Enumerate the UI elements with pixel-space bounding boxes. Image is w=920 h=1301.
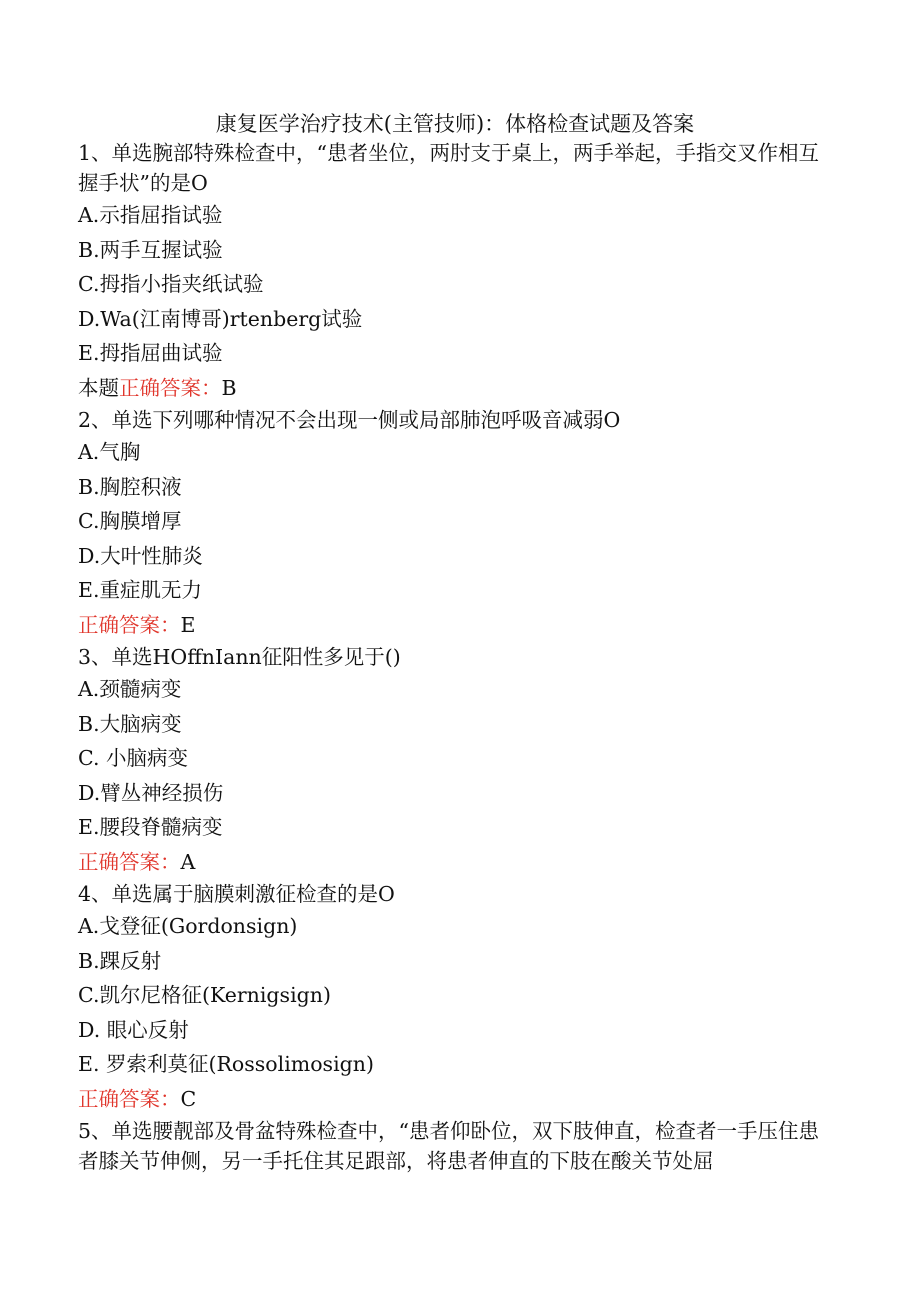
answer-label: 正确答案： [78,1086,181,1111]
document-title: 康复医学治疗技术(主管技师)：体格检查试题及答案 [215,112,695,136]
option-e: E.拇指屈曲试验 [78,341,223,365]
option-c: C. 小脑病变 [78,746,188,770]
question-stem: 4、单选属于脑膜刺激征检查的是O [78,882,395,906]
question-stem: 2、单选下列哪种情况不会出现一侧或局部肺泡呼吸音减弱O [78,408,621,432]
option-c: C.拇指小指夹纸试验 [78,272,264,296]
answer-value: B [221,375,237,400]
answer-label: 正确答案： [119,375,222,400]
option-d: D.大叶性肺炎 [78,543,203,568]
answer-line [78,371,838,406]
option-a: A.示指屈指试验 [78,203,223,227]
option-e: E. 罗索利莫征(Rossolimosign) [78,1052,374,1076]
question-2 [78,405,838,642]
option-b: B.大脑病变 [78,711,182,736]
question-5 [78,1116,838,1176]
answer-line [78,845,838,880]
answer-value: C [180,1086,197,1111]
option-c: C.胸膜增厚 [78,509,182,533]
option-c: C.凯尔尼格征(Kernigsign) [78,983,331,1007]
answer-line [78,608,838,643]
question-1 [78,138,838,405]
question-stem: 5、单选腰靓部及骨盆特殊检查中，“患者仰卧位，双下肢伸直，检查者一手压住患者膝关节伸侧，另一手托住其足跟部，将患者伸直的下肢在酸关节处屈 [78,1119,820,1173]
option-b: B.踝反射 [78,948,162,973]
option-d: D.Wa(江南博哥)rtenberg试验 [78,306,363,331]
question-4 [78,879,838,1116]
option-b: B.两手互握试验 [78,237,223,262]
option-a: A.戈登征(Gordonsign) [78,914,298,938]
option-a: A.颈髓病变 [78,677,182,701]
answer-prefix: 本题 [78,375,119,400]
option-a: A.气胸 [78,440,141,464]
question-stem: 3、单选HOffnIann征阳性多见于() [78,645,401,669]
question-3 [78,642,838,879]
answer-label: 正确答案： [78,849,181,874]
option-e: E.重症肌无力 [78,578,202,602]
option-e: E.腰段脊髓病变 [78,815,223,839]
question-list [78,138,838,1176]
answer-value: A [180,849,196,874]
question-stem: 1、单选腕部特殊检查中，“患者坐位，两肘支于桌上，两手举起，手指交叉作相互握手状”的是O [78,141,820,195]
answer-value: E [180,612,196,637]
answer-label: 正确答案： [78,612,181,637]
option-b: B.胸腔积液 [78,474,182,499]
option-d: D.臂丛神经损伤 [78,780,224,805]
option-d: D. 眼心反射 [78,1017,189,1042]
answer-line [78,1082,838,1117]
